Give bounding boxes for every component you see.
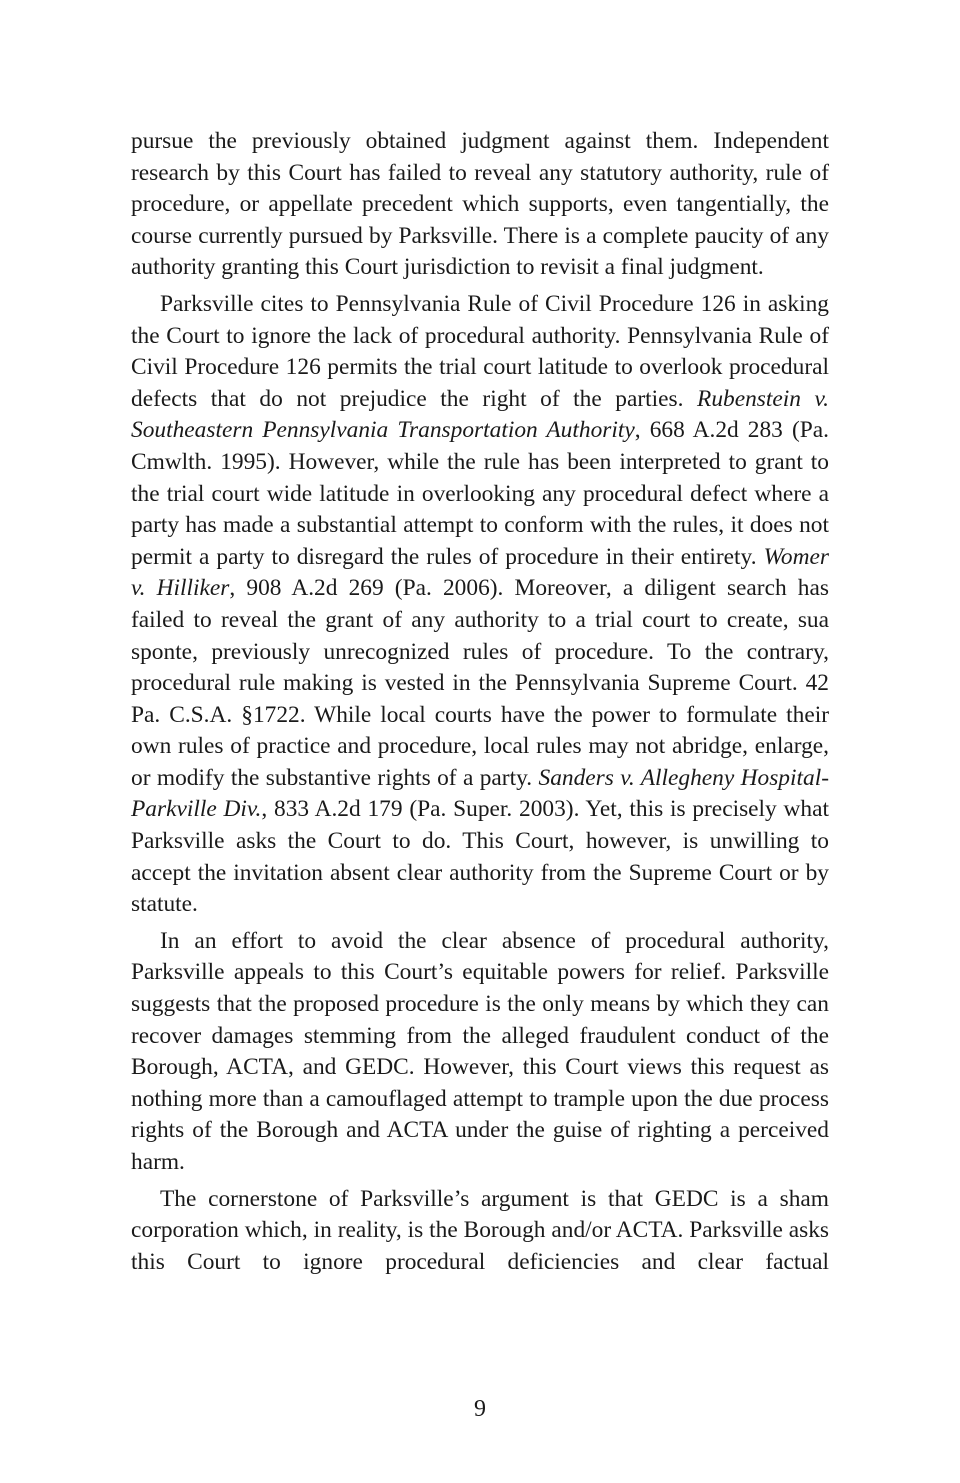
paragraph-text: The cornerstone of Parksville’s argument is that GEDC is a sham corporation which, in reality, is the Borough and/or ACTA. Parksville asks this Court to ignore procedural deficiencies and clear factual: [131, 1185, 829, 1275]
case-citation-womer: Womer v. Hilliker: [131, 543, 829, 602]
paragraph-judgment-research: [131, 126, 829, 284]
paragraph-text: pursue the previously obtained judgment against them. Independent research by this Court has failed to reveal any statutory authority, rule of procedure, or appellate precedent which supports, even tangentially, the course currently pursued by Parksville. There is a complete paucity of any authority granting this Court jurisdiction to revisit a final judgment.: [131, 128, 829, 281]
paragraph-sham-corporation: [131, 1184, 829, 1279]
document-body: [131, 126, 829, 1283]
paragraph-text: , 668 A.2d 283 (Pa. Cmwlth. 1995). However, while the rule has been interpreted to grant to the trial court wide latitude in overlooking any procedural defect where a party has made a substantial attempt to conform with the rules, it does not permit a party to disregard the rules of procedure in their entirety.: [131, 417, 830, 570]
paragraph-text: Parksville cites to Pennsylvania Rule of Civil Procedure 126 in asking the Court to ignore the lack of procedural authority. Pennsylvania Rule of Civil Procedure 126 permits the trial court latitude to overlook procedural defects that do not prejudice the right of the parties.: [131, 290, 829, 412]
paragraph-text: , 833 A.2d 179 (Pa. Super. 2003). Yet, this is precisely what Parksville asks the Court to do. This Court, however, is unwilling to accept the invitation absent clear authority from the Supreme Court or by statute.: [131, 796, 829, 918]
paragraph-equitable-powers: [131, 926, 829, 1179]
paragraph-text: In an effort to avoid the clear absence of procedural authority, Parksville appeals to this Court’s equitable powers for relief. Parksville suggests that the proposed procedure is the only means by which they can recover damages stemming from the alleged fraudulent conduct of the Borough, ACTA, and GEDC. However, this Court views this request as nothing more than a camouflaged attempt to trample upon the due process rights of the Borough and ACTA under the guise of righting a perceived harm.: [131, 927, 829, 1175]
paragraph-rule-126: [131, 289, 829, 921]
paragraph-text: , 908 A.2d 269 (Pa. 2006). Moreover, a diligent search has failed to reveal the grant of any authority to a trial court to create, sua sponte, previously unrecognized rules of procedure. To the contrary, procedural rule making is vested in the Pennsylvania Supreme Court. 42 Pa. C.S.A. §1722. While local courts have the power to formulate their own rules of practice and procedure, local rules may not abridge, enlarge, or modify the substantive rights of a party.: [131, 575, 829, 791]
case-citation-rubenstein: Rubenstein v. Southeastern Pennsylvania Transportation Authority: [131, 385, 829, 444]
page-number: 9: [474, 1396, 486, 1422]
case-citation-sanders: Sanders v. Allegheny Hospital-Parkville Div.: [131, 764, 829, 823]
